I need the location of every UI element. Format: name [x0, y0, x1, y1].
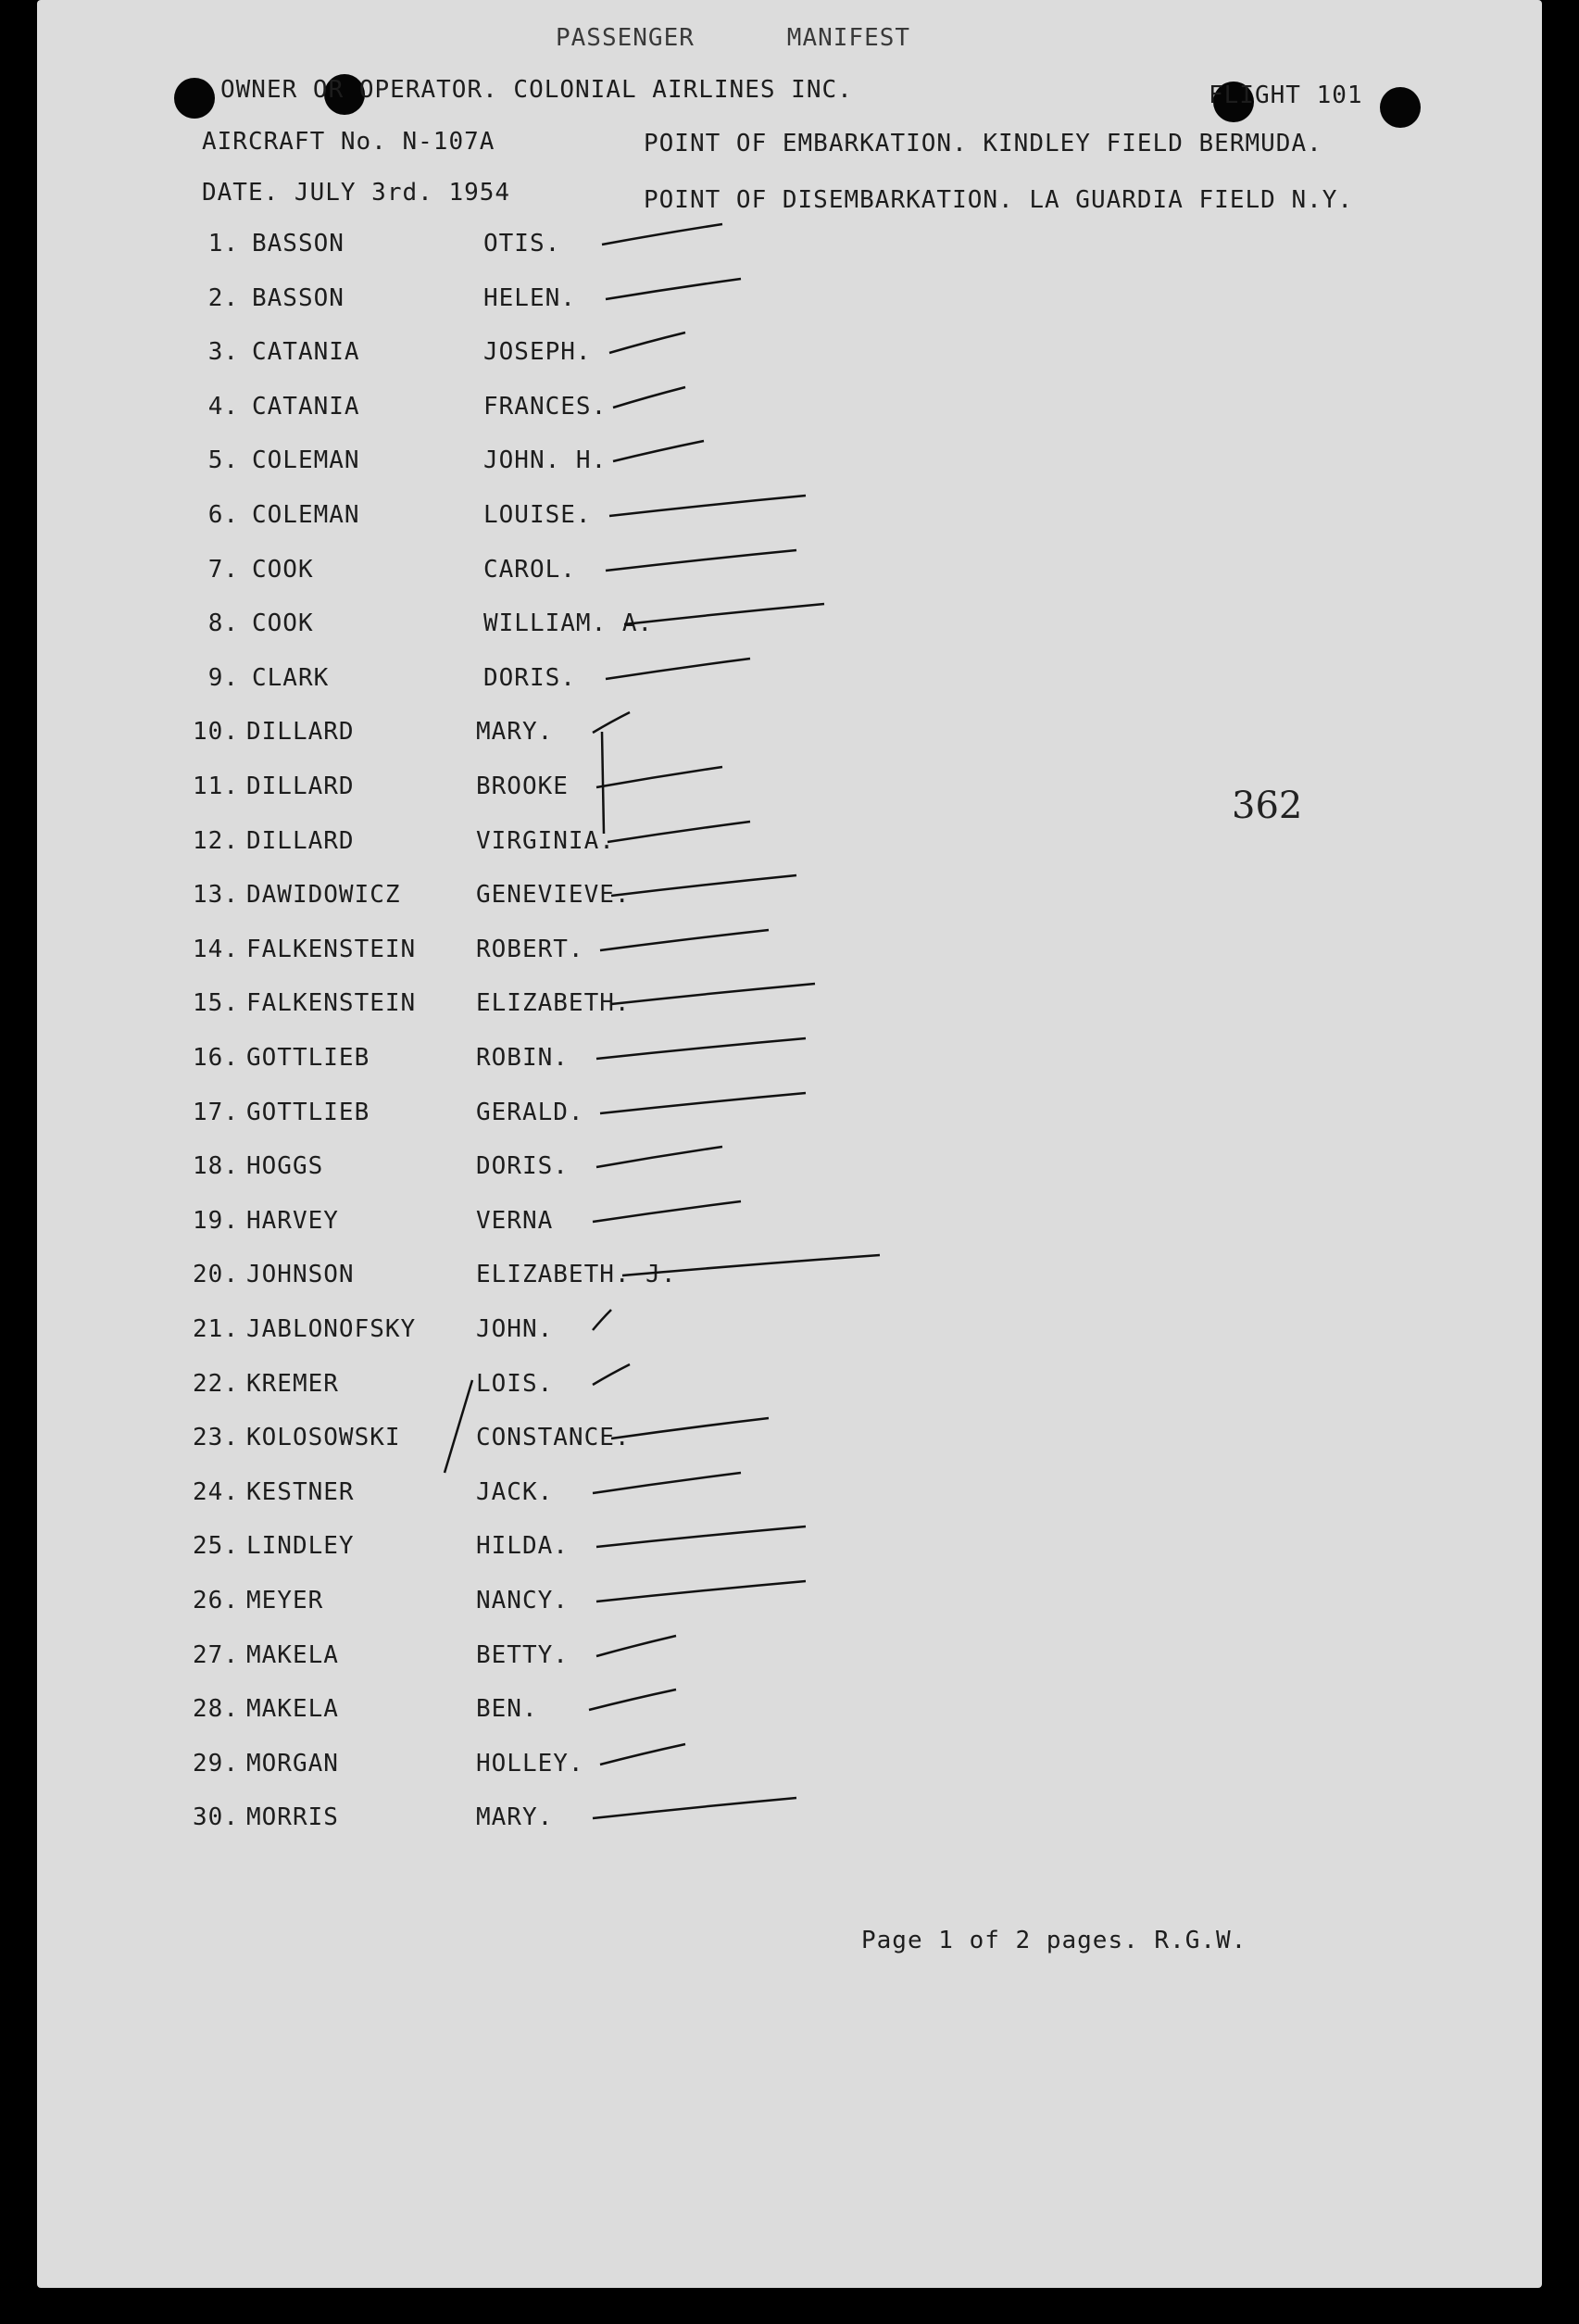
passenger-first-name: JOHN. H.	[483, 446, 608, 474]
passenger-first-name: VIRGINIA.	[476, 827, 615, 855]
passenger-first-name: JACK.	[476, 1478, 554, 1506]
check-stroke	[596, 1147, 722, 1167]
passenger-first-name: NANCY.	[476, 1587, 569, 1614]
passenger-number: 19.	[193, 1207, 239, 1235]
passenger-last-name: JABLONOFSKY	[246, 1315, 417, 1343]
passenger-number: 22.	[193, 1370, 239, 1398]
passenger-first-name: FRANCES.	[483, 393, 608, 421]
check-stroke	[600, 930, 769, 950]
passenger-number: 28.	[193, 1695, 239, 1723]
check-stroke	[596, 1526, 806, 1547]
passenger-first-name: BETTY.	[476, 1641, 569, 1669]
check-stroke	[596, 1636, 676, 1656]
passenger-number: 7.	[207, 556, 239, 584]
passenger-last-name: KESTNER	[246, 1478, 355, 1506]
aircraft-line: AIRCRAFT No. N-107A	[202, 128, 495, 156]
passenger-first-name: VERNA	[476, 1207, 554, 1235]
passenger-last-name: HARVEY	[246, 1207, 339, 1235]
check-stroke	[596, 1581, 806, 1602]
passenger-number: 17.	[193, 1099, 239, 1126]
passenger-first-name: GERALD.	[476, 1099, 584, 1126]
passenger-first-name: OTIS.	[483, 230, 561, 258]
passenger-number: 3.	[207, 338, 239, 366]
passenger-last-name: COOK	[252, 609, 314, 637]
passenger-first-name: HOLLEY.	[476, 1750, 584, 1778]
check-stroke	[611, 875, 796, 896]
passenger-last-name: JOHNSON	[246, 1261, 355, 1288]
passenger-last-name: COLEMAN	[252, 446, 360, 474]
punch-hole-left	[174, 78, 215, 119]
passenger-last-name: DILLARD	[246, 773, 355, 800]
check-stroke	[600, 1744, 685, 1765]
passenger-last-name: DILLARD	[246, 827, 355, 855]
passenger-first-name: CAROL.	[483, 556, 576, 584]
owner-line: OWNER OR OPERATOR. COLONIAL AIRLINES INC.	[220, 76, 853, 104]
passenger-last-name: CATANIA	[252, 338, 360, 366]
manifest-title: PASSENGER MANIFEST	[556, 24, 911, 52]
passenger-number: 26.	[193, 1587, 239, 1614]
check-stroke	[609, 333, 685, 353]
check-stroke	[611, 1418, 769, 1438]
bracket-mark	[602, 732, 604, 834]
check-stroke	[613, 387, 685, 408]
passenger-first-name: HILDA.	[476, 1532, 569, 1560]
check-stroke	[589, 1690, 676, 1710]
slash-mark	[445, 1380, 472, 1473]
passenger-first-name: GENEVIEVE.	[476, 881, 631, 909]
passenger-number: 30.	[193, 1803, 239, 1831]
check-stroke	[596, 1038, 806, 1059]
passenger-number: 20.	[193, 1261, 239, 1288]
passenger-first-name: LOUISE.	[483, 501, 592, 529]
passenger-last-name: CATANIA	[252, 393, 360, 421]
check-stroke	[613, 441, 704, 461]
passenger-last-name: FALKENSTEIN	[246, 936, 417, 963]
check-stroke	[600, 1093, 806, 1113]
passenger-first-name: LOIS.	[476, 1370, 554, 1398]
passenger-first-name: CONSTANCE.	[476, 1424, 631, 1451]
check-stroke	[606, 279, 741, 299]
passenger-number: 14.	[193, 936, 239, 963]
passenger-last-name: MAKELA	[246, 1695, 339, 1723]
passenger-number: 10.	[193, 718, 239, 746]
passenger-number: 5.	[207, 446, 239, 474]
passenger-first-name: MARY.	[476, 718, 554, 746]
passenger-first-name: MARY.	[476, 1803, 554, 1831]
passenger-number: 21.	[193, 1315, 239, 1343]
check-stroke	[593, 1473, 741, 1493]
passenger-last-name: HOGGS	[246, 1152, 324, 1180]
embarkation-line: POINT OF EMBARKATION. KINDLEY FIELD BERMUDA.	[644, 130, 1322, 157]
passenger-number: 8.	[207, 609, 239, 637]
check-stroke	[596, 767, 722, 787]
passenger-number: 1.	[207, 230, 239, 258]
check-stroke	[606, 550, 796, 571]
passenger-number: 13.	[193, 881, 239, 909]
passenger-number: 12.	[193, 827, 239, 855]
passenger-last-name: MORGAN	[246, 1750, 339, 1778]
passenger-last-name: BASSON	[252, 230, 345, 258]
passenger-last-name: DAWIDOWICZ	[246, 881, 401, 909]
check-stroke	[608, 822, 750, 842]
passenger-number: 2.	[207, 284, 239, 312]
passenger-number: 9.	[207, 664, 239, 692]
passenger-number: 23.	[193, 1424, 239, 1451]
disembarkation-line: POINT OF DISEMBARKATION. LA GUARDIA FIELD N.Y.	[644, 186, 1354, 214]
passenger-number: 6.	[207, 501, 239, 529]
passenger-last-name: GOTTLIEB	[246, 1099, 370, 1126]
check-stroke	[602, 224, 722, 245]
passenger-last-name: COLEMAN	[252, 501, 360, 529]
passenger-first-name: BEN.	[476, 1695, 538, 1723]
check-stroke	[606, 659, 750, 679]
passenger-first-name: DORIS.	[483, 664, 576, 692]
passenger-number: 18.	[193, 1152, 239, 1180]
check-stroke	[593, 1310, 611, 1330]
check-stroke	[593, 1201, 741, 1222]
passenger-last-name: MEYER	[246, 1587, 324, 1614]
passenger-number: 29.	[193, 1750, 239, 1778]
passenger-number: 16.	[193, 1044, 239, 1072]
passenger-last-name: COOK	[252, 556, 314, 584]
passenger-number: 11.	[193, 773, 239, 800]
flight-number: FLIGHT 101	[1209, 82, 1363, 109]
passenger-first-name: ELIZABETH.	[476, 989, 631, 1017]
passenger-first-name: ELIZABETH. J.	[476, 1261, 677, 1288]
passenger-last-name: GOTTLIEB	[246, 1044, 370, 1072]
passenger-last-name: DILLARD	[246, 718, 355, 746]
check-stroke	[593, 1798, 796, 1818]
passenger-first-name: ROBERT.	[476, 936, 584, 963]
date-line: DATE. JULY 3rd. 1954	[202, 179, 511, 207]
passenger-first-name: DORIS.	[476, 1152, 569, 1180]
passenger-last-name: CLARK	[252, 664, 330, 692]
passenger-last-name: MORRIS	[246, 1803, 339, 1831]
document-number: 362	[1232, 785, 1303, 827]
passenger-last-name: MAKELA	[246, 1641, 339, 1669]
passenger-first-name: HELEN.	[483, 284, 576, 312]
passenger-first-name: WILLIAM. A.	[483, 609, 654, 637]
check-stroke	[593, 712, 630, 733]
passenger-first-name: JOHN.	[476, 1315, 554, 1343]
passenger-first-name: JOSEPH.	[483, 338, 592, 366]
check-stroke	[611, 984, 815, 1004]
passenger-number: 24.	[193, 1478, 239, 1506]
check-stroke	[593, 1364, 630, 1385]
page-footer: Page 1 of 2 pages. R.G.W.	[861, 1927, 1247, 1954]
passenger-last-name: BASSON	[252, 284, 345, 312]
manifest-page	[37, 0, 1542, 2288]
passenger-number: 27.	[193, 1641, 239, 1669]
check-stroke	[609, 496, 806, 516]
passenger-last-name: LINDLEY	[246, 1532, 355, 1560]
check-stroke	[624, 604, 824, 624]
passenger-first-name: BROOKE	[476, 773, 569, 800]
passenger-number: 15.	[193, 989, 239, 1017]
passenger-number: 4.	[207, 393, 239, 421]
passenger-last-name: FALKENSTEIN	[246, 989, 417, 1017]
punch-hole-right-b	[1380, 87, 1421, 128]
passenger-first-name: ROBIN.	[476, 1044, 569, 1072]
passenger-number: 25.	[193, 1532, 239, 1560]
passenger-last-name: KREMER	[246, 1370, 339, 1398]
passenger-last-name: KOLOSOWSKI	[246, 1424, 401, 1451]
